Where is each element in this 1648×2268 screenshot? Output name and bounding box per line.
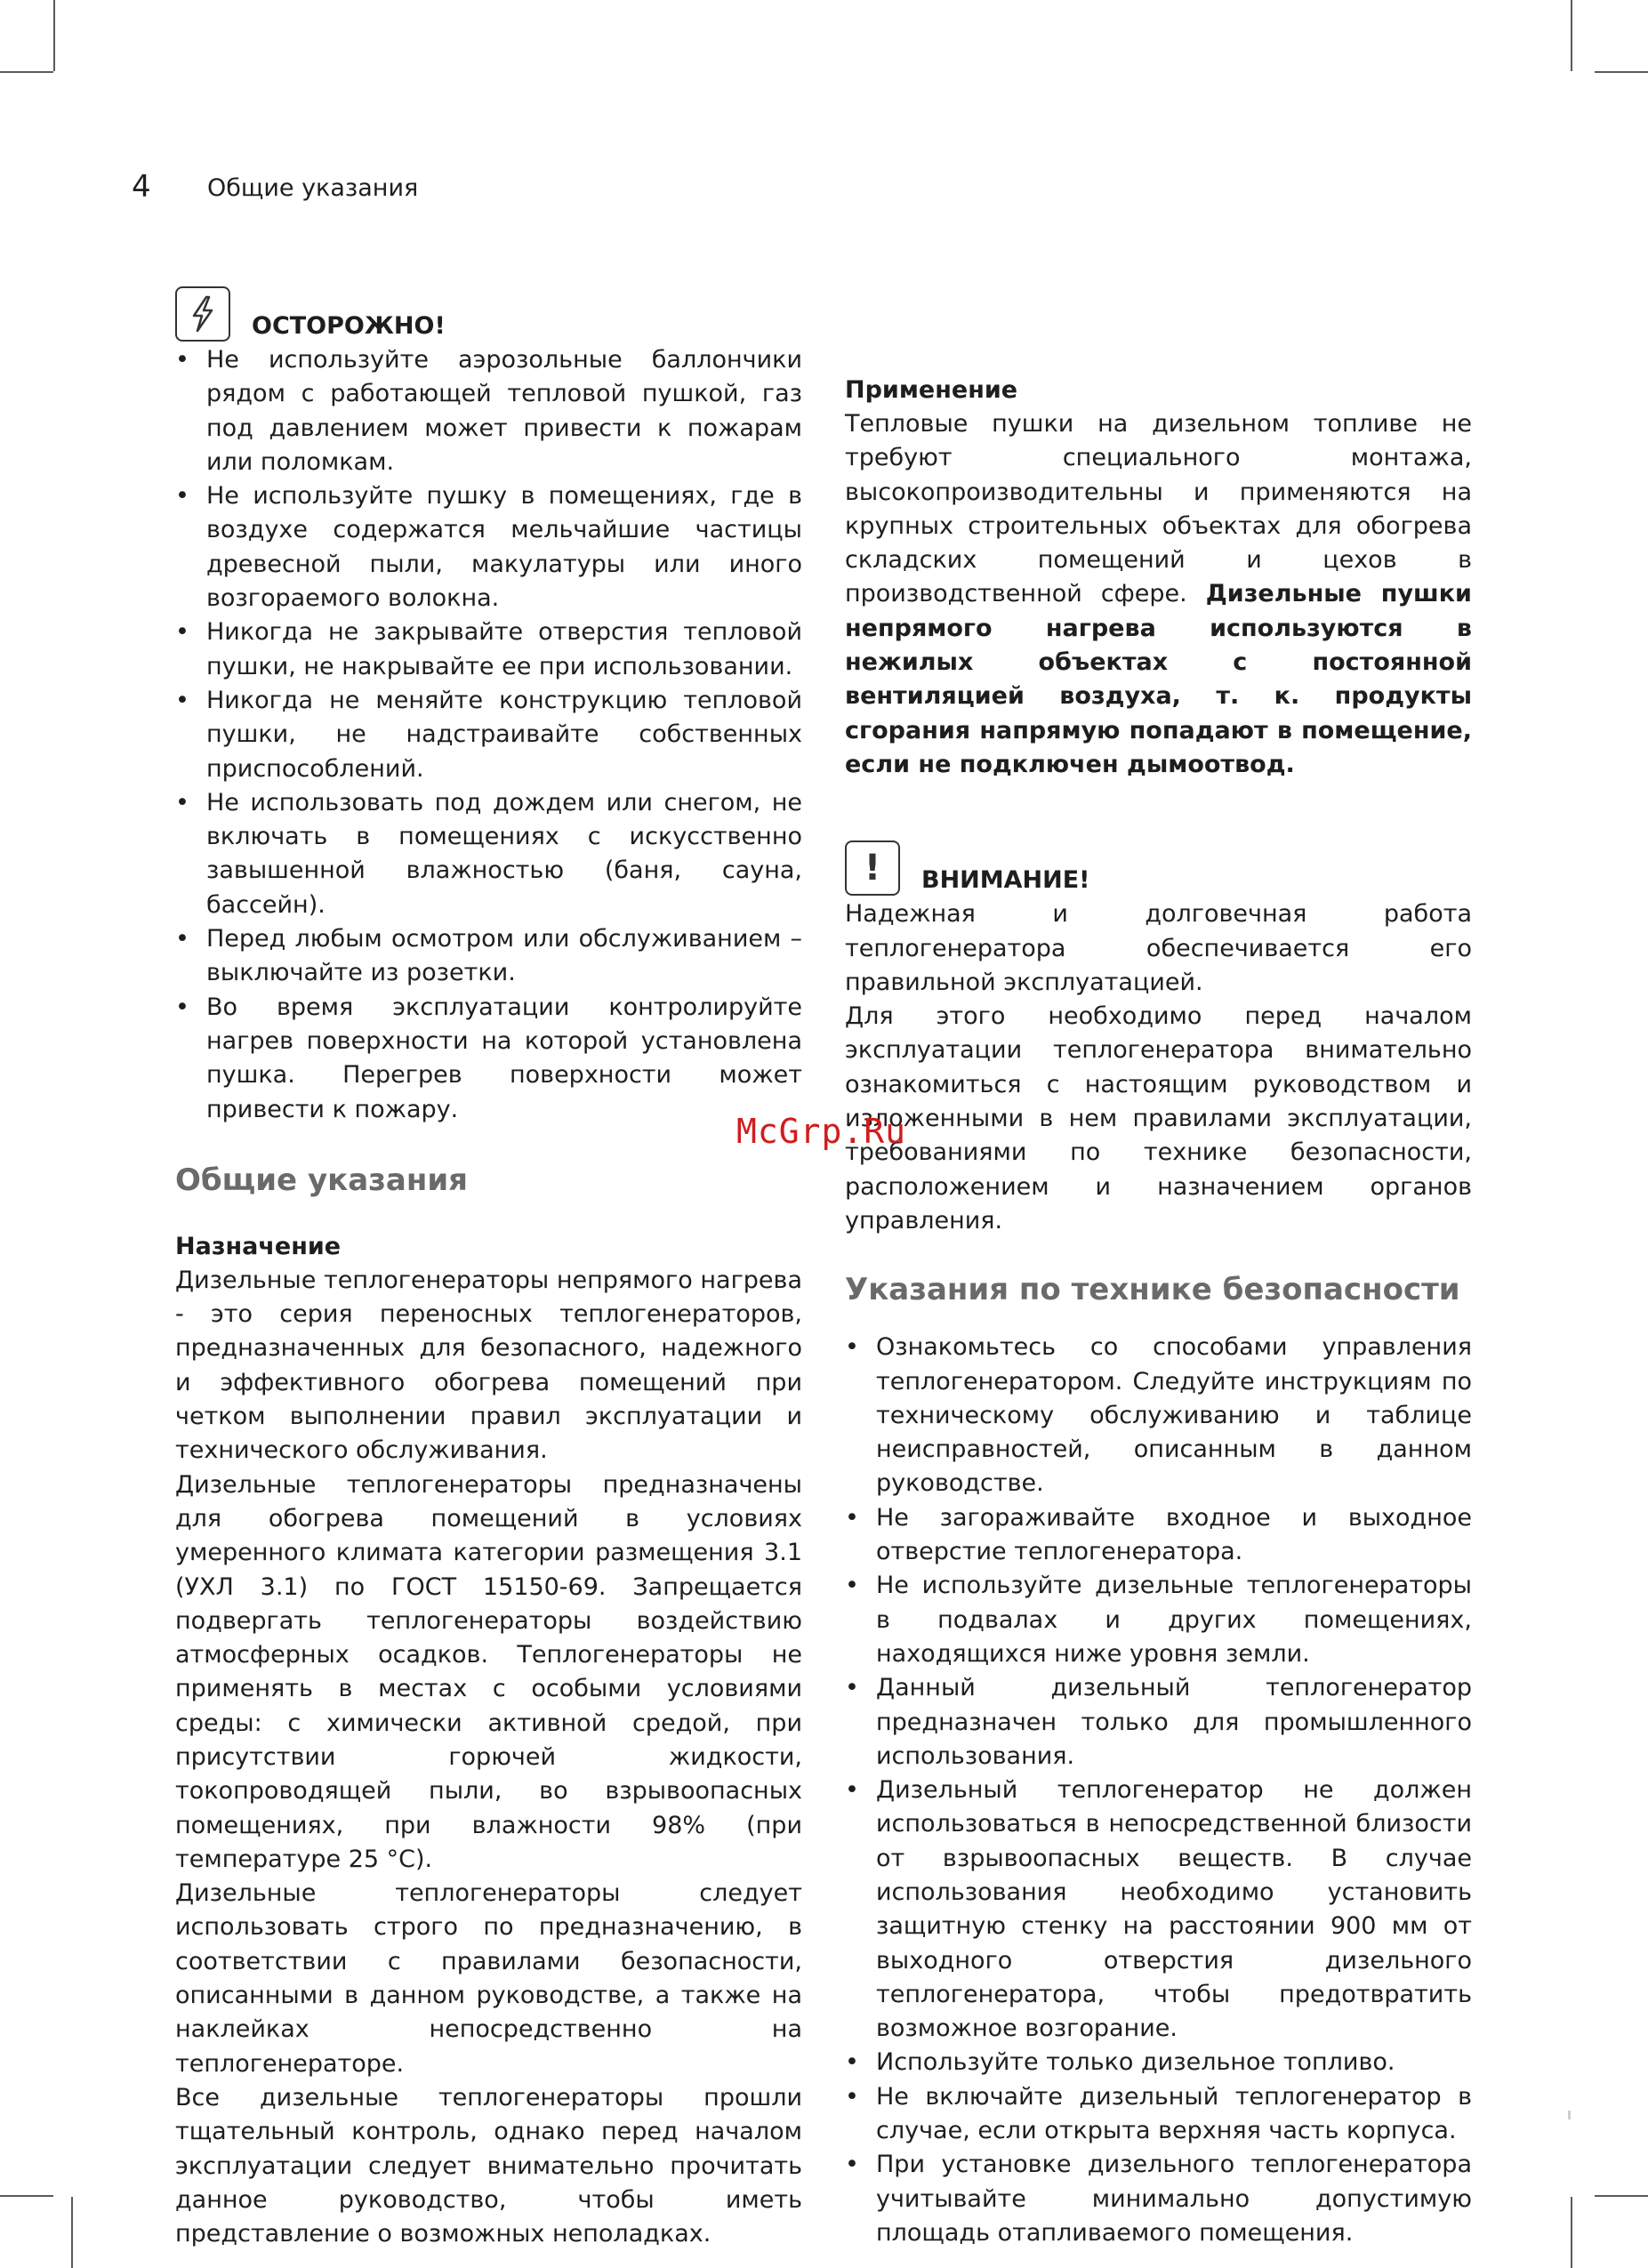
continued-text-space bbox=[845, 271, 1472, 374]
running-title: Общие указания bbox=[207, 174, 419, 202]
crop-mark bbox=[71, 2197, 73, 2268]
exclamation-notice-icon: ! bbox=[845, 840, 900, 896]
crop-mark bbox=[53, 0, 55, 71]
crop-mark bbox=[0, 71, 53, 73]
watermark: McGrp.Ru bbox=[736, 1112, 907, 1151]
list-item: • При установке дизельного теплогенератора учитывайте минимально допустимую площадь отапливаемого помещения. bbox=[845, 2148, 1472, 2250]
general-paragraph: Все дизельные теплогенераторы прошли тщательный контроль, однако перед началом эксплуатации следует внимательно прочитать данное руководство, чтобы иметь представление о возможных неполадках. bbox=[175, 2083, 802, 2248]
list-item: • Никогда не меняйте конструкцию тепловой пушки, не надстраивайте собственных приспособлений. bbox=[175, 684, 802, 786]
warning-title: ОСТОРОЖНО! bbox=[252, 312, 446, 340]
purpose-title: Назначение bbox=[175, 1232, 342, 1260]
application-title: Применение bbox=[845, 376, 1018, 404]
list-item: • Не используйте пушку в помещениях, где в воздухе содержатся мельчайшие частицы древесной пыли, макулатуры или иного возгораемого волокна. bbox=[175, 479, 802, 615]
attention-paragraph: Для этого необходимо перед началом эксплуатации теплогенератора внимательно ознакомиться с настоящим руководством и изложенными в нем правилами эксплуатации, требованиями по технике безопасности, расположением и назначением органов управления. bbox=[845, 1002, 1472, 1235]
list-item: • Перед любым осмотром или обслуживанием – выключайте из розетки. bbox=[175, 922, 802, 991]
list-item: • Не используйте дизельные теплогенераторы в подвалах и других помещениях, находящихся ниже уровня земли. bbox=[845, 1569, 1472, 1671]
attention-title: ВНИМАНИЕ! bbox=[921, 866, 1090, 895]
application-text: Тепловые пушки на дизельном топливе не требуют специального монтажа, высокопроизводительны и применяются на крупных строительных объектах для обогрева складских помещений и цехов в производственной сфере. bbox=[845, 410, 1472, 608]
warning-list bbox=[175, 343, 802, 1127]
crop-mark bbox=[1571, 2197, 1572, 2268]
application-bold-text: Дизельные пушки непрямого нагрева используются в нежилых объектах с постоянной вентиляцией воздуха, т. к. продукты сгорания напрямую попадают в помещение, если не подключен дымоотвод. bbox=[845, 580, 1472, 778]
crop-mark bbox=[1595, 2195, 1648, 2197]
decorative-dot bbox=[1568, 2111, 1571, 2119]
crop-mark bbox=[1595, 71, 1648, 73]
crop-mark bbox=[1571, 0, 1572, 71]
list-item: • Никогда не закрывайте отверстия тепловой пушки, не накрывайте ее при использовании. bbox=[175, 615, 802, 684]
right-column bbox=[845, 271, 1472, 2250]
attention-header bbox=[845, 828, 1472, 896]
list-item: • Дизельный теплогенератор не должен использоваться в непосредственной близости от взрывоопасных веществ. В случае использования необходимо установить защитную стенку на расстоянии 900 мм от выходного отверстия дизельного теплогенератора, чтобы предотвратить возможное возгорание. bbox=[845, 1773, 1472, 2046]
safety-list bbox=[845, 1331, 1472, 2250]
list-item: • Не используйте аэрозольные баллончики рядом с работающей тепловой пушкой, газ под давлением может привести к пожарам или поломкам. bbox=[175, 343, 802, 479]
general-paragraph: Дизельные теплогенераторы следует использовать строго по предназначению, в соответствии с правилами безопасности, описанными в данном руководстве, а также на наклейках непосредственно на теплогенераторе. bbox=[175, 1879, 802, 2078]
list-item: • Не включайте дизельный теплогенератор в случае, если открыта верхняя часть корпуса. bbox=[845, 2080, 1472, 2149]
list-item: • Не загораживайте входное и выходное отверстие теплогенератора. bbox=[845, 1501, 1472, 1570]
list-item: • Ознакомьтесь со способами управления теплогенератором. Следуйте инструкциям по техническому обслуживанию и таблице неисправностей, описанным в данном руководстве. bbox=[845, 1331, 1472, 1500]
safety-section-title: Указания по технике безопасности bbox=[845, 1272, 1460, 1308]
list-item: • Данный дизельный теплогенератор предназначен только для промышленного использования. bbox=[845, 1671, 1472, 1773]
list-item: • Не использовать под дождем или снегом, не включать в помещениях с искусственно завышенной влажностью (баня, сауна, бассейн). bbox=[175, 786, 802, 922]
application-paragraph bbox=[845, 407, 1472, 782]
attention-paragraph: Надежная и долговечная работа теплогенератора обеспечивается его правильной эксплуатацией. bbox=[845, 900, 1472, 996]
general-paragraph: Дизельные теплогенераторы предназначены для обогрева помещений в условиях умеренного климата категории размещения 3.1 (УХЛ 3.1) по ГОСТ 15150-69. Запрещается подвергать теплогенераторы воздействию атмосферных осадков. Теплогенераторы не применять в местах с особыми условиями среды: с химически активной средой, при присутствии горючей жидкости, токопроводящей пыли, во взрывоопасных помещениях, при влажности 98% (при температуре 25 °С). bbox=[175, 1470, 802, 1873]
page-number: 4 bbox=[132, 169, 151, 205]
general-paragraph: Дизельные теплогенераторы непрямого нагрева - это серия переносных теплогенераторов, предназначенных для безопасного, надежного и эффективного обогрева помещений при четком выполнении правил эксплуатации и технического обслуживания. bbox=[175, 1266, 802, 1465]
list-item: • Во время эксплуатации контролируйте нагрев поверхности на которой установлена пушка. Перегрев поверхности может привести к пожару. bbox=[175, 991, 802, 1127]
list-item: • Используйте только дизельное топливо. bbox=[845, 2046, 1472, 2079]
general-section-title: Общие указания bbox=[175, 1162, 468, 1198]
lightning-warning-icon bbox=[175, 286, 230, 342]
crop-mark bbox=[0, 2195, 53, 2197]
left-column bbox=[175, 274, 802, 2251]
warning-header bbox=[175, 274, 802, 342]
